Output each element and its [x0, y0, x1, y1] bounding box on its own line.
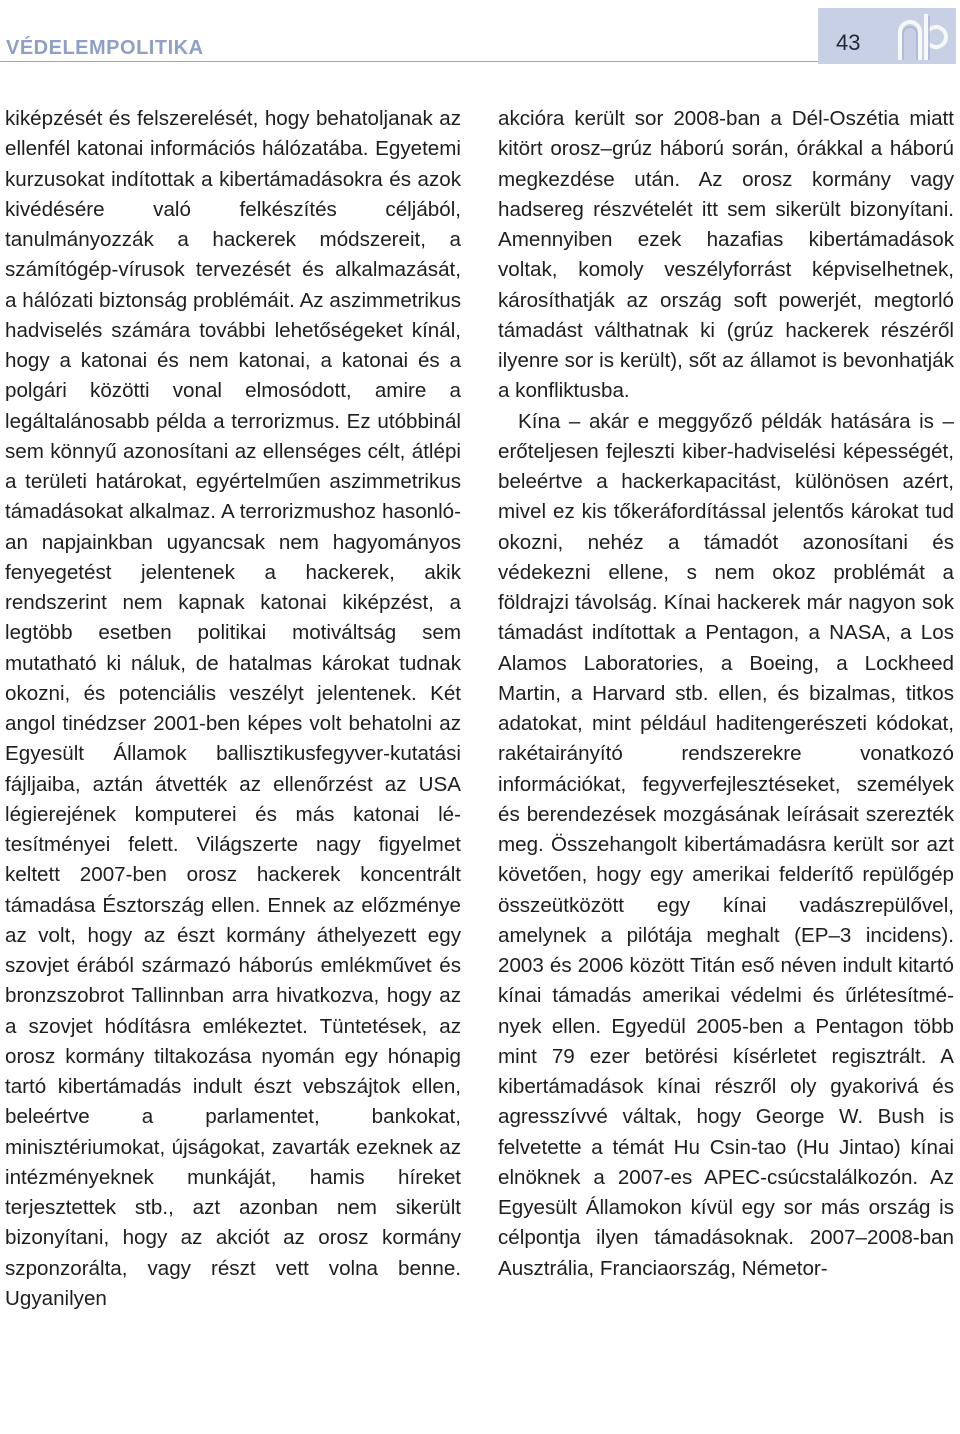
page-header	[0, 0, 960, 64]
left-paragraph-1: kiképzését és felszerelését, hogy behatoljanak az ellenfél katonai információs hálózatába. Egyetemi kurzusokat indítottak a kibertámadásokra és azok kivédésére való felkészítés céljából, tanulmányozzák a hackerek módszereit, a számítógép-vírusok tervezését és alkalmazását, a hálózati biztonság problémáit. Az aszimmetrikus hadviselés számára további lehetőségeket kínál, hogy a katonai és nem katonai, a katonai és a polgári közötti vonal elmosódott, amire a legáltalánosabb példa a terrorizmus. Ez utóbbinál sem könnyű azonosítani az ellenséges célt, átlépi a területi határokat, egyértelműen aszimmetrikus támadásokat alkalmaz. A terrorizmushoz hasonlóan napjainkban ugyancsak nem hagyományos fenyegetést jelentenek a hackerek, akik rendszerint nem kapnak katonai kiképzést, a legtöbb esetben politikai motiváltság sem mutatható ki náluk, de hatalmas károkat tudnak okozni, és potenciális veszélyt jelentenek. Két angol tinédzser 2001-ben képes volt behatolni az Egyesült Államok ballisztikusfegyver-kutatási fájljaiba, aztán átvették az ellenőrzést az USA légierejének komputerei és más katonai létesítményei felett. Világszerte nagy figyelmet keltett 2007-ben orosz hackerek koncentrált támadása Észtország ellen. Ennek az előzménye az volt, hogy az észt kormány áthelyezett egy szovjet érából származó háborús emlékművet és bronzszobrot Tallinnban arra hivatkozva, hogy az a szovjet hódításra emlékeztet. Tüntetések, az orosz kormány tiltakozása nyomán egy hónapig tartó kibertámadás indult észt vebszájtok ellen, beleértve a parlamentet, bankokat, minisztériumokat, újságokat, zavarták ezeknek az intézményeknek munkáját, hamis híreket terjesztettek stb., azt azonban nem sikerült bizonyítani, hogy az akciót az orosz kormány szponzorálta, vagy részt vett volna benne. Ugyanilyen	[5, 107, 461, 1310]
right-paragraph-1: akcióra került sor 2008-ban a Dél-Oszétia miatt kitört orosz–grúz háború során, órákkal a háború megkezdése után. Az orosz kormány vagy hadsereg részvételét itt sem sikerült bizonyítani. Amennyiben ezek hazafias kibertámadások voltak, komoly veszélyforrást képviselhetnek, károsíthatják az ország soft powerjét, megtorló támadást válthatnak ki (grúz hackerek részéről ilyenre sor is került), sőt az államot is bevonhatják a konfliktusba.	[498, 107, 954, 403]
section-title: VÉDELEMPOLITIKA	[6, 37, 204, 59]
nb-logo-icon	[896, 10, 952, 62]
right-paragraph-2: Kína – akár e meggyőző példák hatására is – erőteljesen fejleszti kiber-hadviselési képességét, beleértve a hackerkapacitást, különösen azért, mivel ez kis tőkeráfordítással jelentős károkat tud okozni, nehéz a támadót azonosítani és védekezni ellene, s nem okoz problémát a földrajzi távolság. Kínai hackerek már nagyon sok támadást indítottak a Pentagon, a NASA, a Los Alamos Laboratories, a Boeing, a Lockheed Martin, a Harvard stb. ellen, és bizalmas, titkos adatokat, mint például haditengerészeti kódokat, rakétairányító rendszerekre vonatkozó információkat, fegyverfejlesztéseket, személyek és berendezések mozgásának leírásait szerezték meg. Összehangolt kibertámadásra került sor azt követően, hogy egy amerikai felderítő repülőgép összeütközött egy kínai vadászrepülővel, amelynek a pilótája meghalt (EP–3 incidens). 2003 és 2006 között Titán eső néven indult kitartó kínai támadás amerikai védelmi és űrlétesítmények ellen. Egyedül 2005-ben a Pentagon több mint 79 ezer betörési kísérletet regisztrált. A kibertámadások kínai részről oly gyakorivá és agresszívvé váltak, hogy George W. Bush is felvetette a témát Hu Csin-tao (Hu Jintao) kínai elnöknek a 2007-es APEC-csúcstalálkozón. Az Egyesült Államokon kívül egy sor más ország is célpontja ilyen támadásoknak. 2007–2008-ban Ausztrália, Franciaország, Németor-	[498, 409, 954, 1280]
page-number: 43	[836, 30, 861, 55]
header-rule	[0, 61, 900, 62]
left-text-column	[5, 104, 461, 1314]
right-text-column	[498, 104, 954, 1284]
